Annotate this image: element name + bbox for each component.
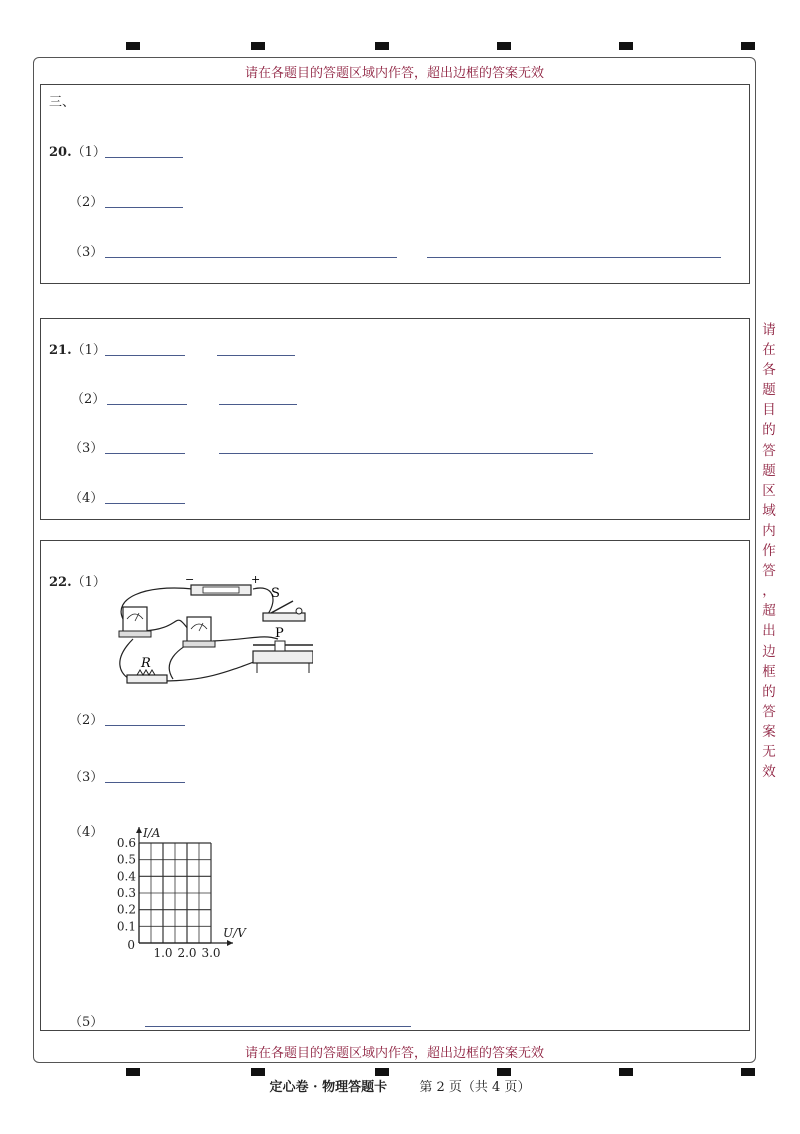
y-axis-label: I/A: [143, 826, 161, 840]
x-tick-label: 3.0: [201, 946, 221, 960]
x-tick-label: 1.0: [153, 946, 173, 960]
answer-area-q20: [40, 84, 750, 284]
registration-mark: [497, 1068, 511, 1076]
q20-part3-answer-line-1[interactable]: [105, 257, 397, 258]
slider-label: P: [275, 626, 284, 641]
registration-mark: [741, 1068, 755, 1076]
section-heading: 三、: [49, 95, 76, 110]
side-warning-char: ，: [762, 583, 776, 600]
registration-mark: [251, 42, 265, 50]
q21-part3-label: （3）: [69, 441, 104, 456]
q20-part2-label: （2）: [69, 195, 104, 210]
side-warning-char: 出: [762, 623, 776, 640]
q20-part1-answer-line[interactable]: [105, 157, 183, 158]
q22-part5-answer-line[interactable]: [145, 1026, 411, 1027]
switch-label: S: [271, 586, 280, 601]
y-tick-label: 0.5: [116, 852, 136, 867]
side-warning-char: 无: [762, 743, 776, 760]
answer-area-q22: [40, 540, 750, 1031]
registration-mark: [126, 1068, 140, 1076]
q21-part4-label: （4）: [69, 491, 104, 506]
registration-mark: [375, 1068, 389, 1076]
circuit-diagram: [103, 569, 313, 689]
side-warning-char: 内: [762, 522, 776, 539]
y-tick-label: 0.3: [116, 886, 136, 900]
footer-page: 第 2 页（共 4 页）: [419, 1080, 531, 1095]
side-warning-char: 框: [762, 663, 776, 680]
y-tick-label: 0.2: [116, 902, 136, 917]
side-warning-char: 区: [762, 482, 776, 499]
warning-bottom: 请在各题目的答题区域内作答，超出边框的答案无效: [244, 1046, 544, 1061]
side-warning-char: 题: [762, 382, 776, 399]
side-warning-char: 的: [762, 683, 776, 700]
q22-part3-answer-line[interactable]: [105, 782, 185, 783]
registration-mark: [741, 42, 755, 50]
side-warning-char: 作: [762, 543, 776, 560]
registration-mark: [619, 42, 633, 50]
registration-mark: [619, 1068, 633, 1076]
registration-mark: [251, 1068, 265, 1076]
x-axis-arrow: [227, 940, 233, 946]
q21-part2-answer-line-1[interactable]: [107, 404, 187, 405]
registration-mark: [497, 42, 511, 50]
q21-part4-answer-line[interactable]: [105, 503, 185, 504]
q20-part1-label: 20.（1）: [49, 145, 106, 160]
iu-graph[interactable]: [105, 825, 285, 965]
x-axis-label: U/V: [223, 926, 246, 940]
q22-part2-answer-line[interactable]: [105, 725, 185, 726]
resistor-label: R: [141, 656, 151, 671]
side-warning-char: 边: [762, 643, 776, 660]
side-warning-char: 效: [762, 764, 776, 781]
side-warning-char: 案: [762, 723, 776, 740]
y-tick-label: 0.4: [116, 869, 136, 884]
side-warning: [759, 320, 779, 782]
q20-part3-answer-line-2[interactable]: [427, 257, 721, 258]
x-tick-label: 2.0: [177, 946, 197, 960]
q21-part2-answer-line-2[interactable]: [219, 404, 297, 405]
q20-part2-answer-line[interactable]: [105, 207, 183, 208]
q22-part2-label: （2）: [69, 713, 104, 728]
q21-part2-label: （2）: [71, 392, 106, 407]
q21-part1-answer-line-1[interactable]: [105, 355, 185, 356]
side-warning-char: 超: [762, 603, 776, 620]
q21-part3-answer-line-1[interactable]: [105, 453, 185, 454]
registration-mark: [375, 42, 389, 50]
q22-part1-label: 22.（1）: [49, 575, 106, 590]
side-warning-char: 的: [762, 422, 776, 439]
side-warning-char: 答: [762, 703, 776, 720]
side-warning-char: 在: [762, 342, 776, 359]
page-footer: [0, 1076, 800, 1095]
y-axis-arrow: [136, 827, 142, 833]
side-warning-char: 域: [762, 502, 776, 519]
q21-part1-answer-line-2[interactable]: [217, 355, 295, 356]
q20-part3-label: （3）: [69, 245, 104, 260]
battery-positive-label: +: [251, 573, 261, 586]
footer-title: 定心卷 · 物理答题卡: [269, 1080, 388, 1095]
side-warning-char: 各: [762, 362, 776, 379]
warning-top: 请在各题目的答题区域内作答，超出边框的答案无效: [244, 66, 544, 81]
q22-part4-label: （4）: [69, 825, 104, 840]
side-warning-char: 请: [762, 322, 776, 338]
q21-part1-label: 21.（1）: [49, 343, 106, 358]
battery-negative-label: −: [185, 573, 195, 586]
side-warning-char: 答: [762, 442, 776, 459]
answer-area-q21: [40, 318, 750, 520]
side-warning-char: 答: [762, 563, 776, 580]
q22-part3-label: （3）: [69, 770, 104, 785]
side-warning-char: 题: [762, 462, 776, 479]
q21-part3-answer-line-2[interactable]: [219, 453, 593, 454]
y-tick-label: 0.1: [116, 919, 136, 934]
q22-part5-label: （5）: [69, 1015, 104, 1030]
y-tick-label: 0.6: [116, 836, 136, 850]
origin-label: 0: [127, 938, 135, 952]
registration-mark: [126, 42, 140, 50]
side-warning-char: 目: [762, 402, 776, 419]
